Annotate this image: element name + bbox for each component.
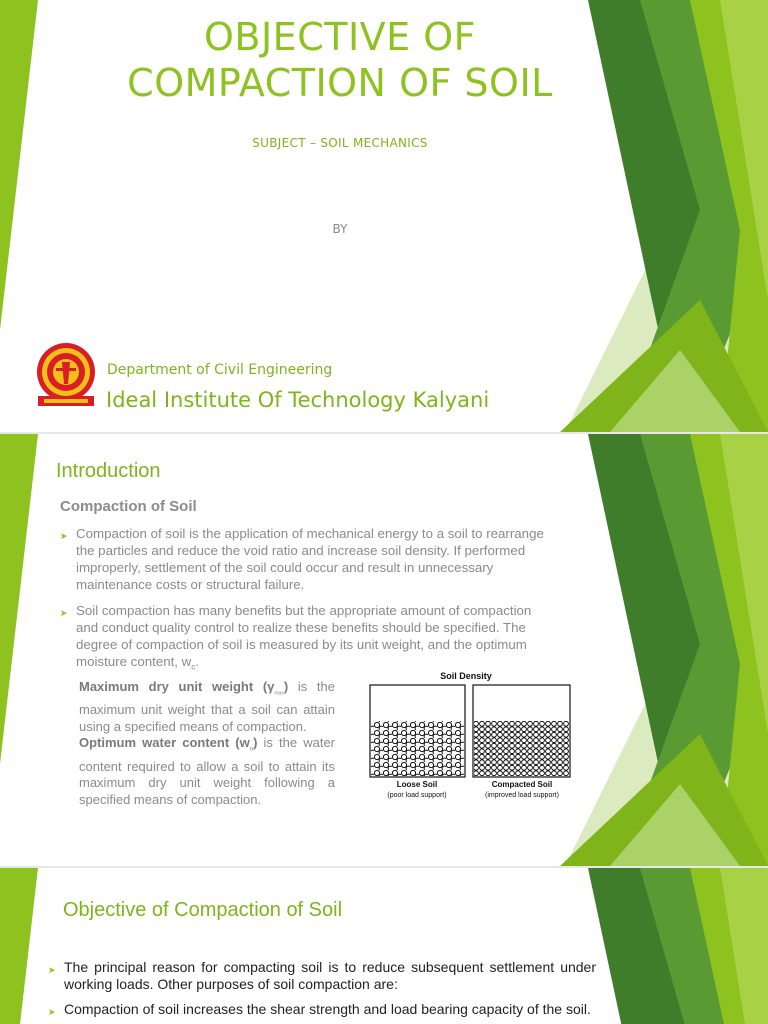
title-line-2: COMPACTION OF SOIL: [127, 61, 553, 105]
slide-title-text: [90, 14, 590, 106]
slide-title: [0, 0, 768, 432]
bullet-item: [48, 959, 596, 993]
definition-text: is the maximum unit weight that a soil can attain using a specified means of compaction.: [79, 679, 335, 734]
definition-term: Optimum water content (w: [79, 735, 250, 751]
definitions-block: [79, 679, 335, 808]
loose-soil-sublabel: (poor load support): [387, 792, 447, 799]
bullet-text: The principal reason for compacting soil is to reduce subsequent settlement under working loads. Other purposes of soil compaction are:: [64, 959, 596, 992]
definition-optimum-water-content: Optimum water content $(w_o)$ is the water content required to allow a soil to attain its maximum dry unit weight following a specified means of compaction.: [79, 735, 335, 807]
title-line-1: OBJECTIVE OF: [204, 15, 476, 59]
institute-name: Ideal Institute Of Technology Kalyani: [106, 388, 490, 412]
soil-density-figure: [365, 666, 575, 806]
department-name: Department of Civil Engineering: [107, 362, 333, 378]
subscript: max: [274, 690, 284, 697]
bullet-text: Compaction of soil increases the shear strength and load bearing capacity of the soil.: [64, 1001, 591, 1017]
figure-title: Soil Density: [440, 671, 492, 681]
definition-term: Maximum dry unit weight (γ: [79, 679, 275, 694]
bullet-text: Soil compaction has many benefits but the appropriate amount of compaction and conduct quality control to realize these benefits should be specified. The degree of compaction of soil is measured by its unit weight, and the optimum moisture content, $w_c$.: [76, 603, 532, 672]
compacted-soil-particles: [474, 721, 569, 776]
slide-subheading: Compaction of Soil: [60, 498, 197, 515]
subscript: c: [191, 662, 196, 672]
bullet-arrow-icon: ➤: [60, 608, 68, 618]
definition-text: is the water content required to allow a soil to attain its maximum dry unit weight following a specified means of compaction.: [79, 735, 335, 807]
compacted-soil-sublabel: (improved load support): [485, 792, 559, 799]
by-label: BY: [332, 222, 348, 236]
slide-objective: [0, 868, 768, 1024]
bullet-arrow-icon: ➤: [48, 1007, 56, 1017]
loose-soil-label: Loose Soil: [396, 780, 438, 789]
loose-soil-particles: [371, 721, 464, 776]
bullet-item: [60, 525, 546, 593]
definition-max-dry-unit-weight: Maximum dry unit weight $(\gamma_{max})$ is the maximum unit weight that a soil can attain using a specified means of compaction.: [79, 679, 335, 734]
bullet-arrow-icon: ➤: [48, 965, 56, 975]
slide-heading: Objective of Compaction of Soil: [63, 899, 343, 921]
bullet-text-main: Soil compaction has many benefits but the appropriate amount of compaction and conduct quality control to realize these benefits should be specified. The degree of compaction of soil is measured by its unit weight, and the optimum moisture content, w: [76, 603, 532, 669]
institute-logo: [34, 342, 98, 408]
subject-line: SUBJECT – SOIL MECHANICS: [252, 136, 428, 150]
slide-heading: Introduction: [56, 460, 161, 482]
bullet-item: [48, 1001, 596, 1018]
bullet-arrow-icon: ➤: [60, 531, 68, 541]
compacted-soil-label: Compacted Soil: [491, 780, 553, 789]
bullet-text: Compaction of soil is the application of mechanical energy to a soil to rearrange the particles and reduce the void ratio and increase soil density. If performed improperly, settlement of the soil could occur and result in unnecessary maintenance costs or structural failure.: [76, 526, 544, 592]
subscript: o: [249, 746, 254, 753]
bullet-item: [60, 602, 546, 676]
slide-introduction: [0, 434, 768, 866]
